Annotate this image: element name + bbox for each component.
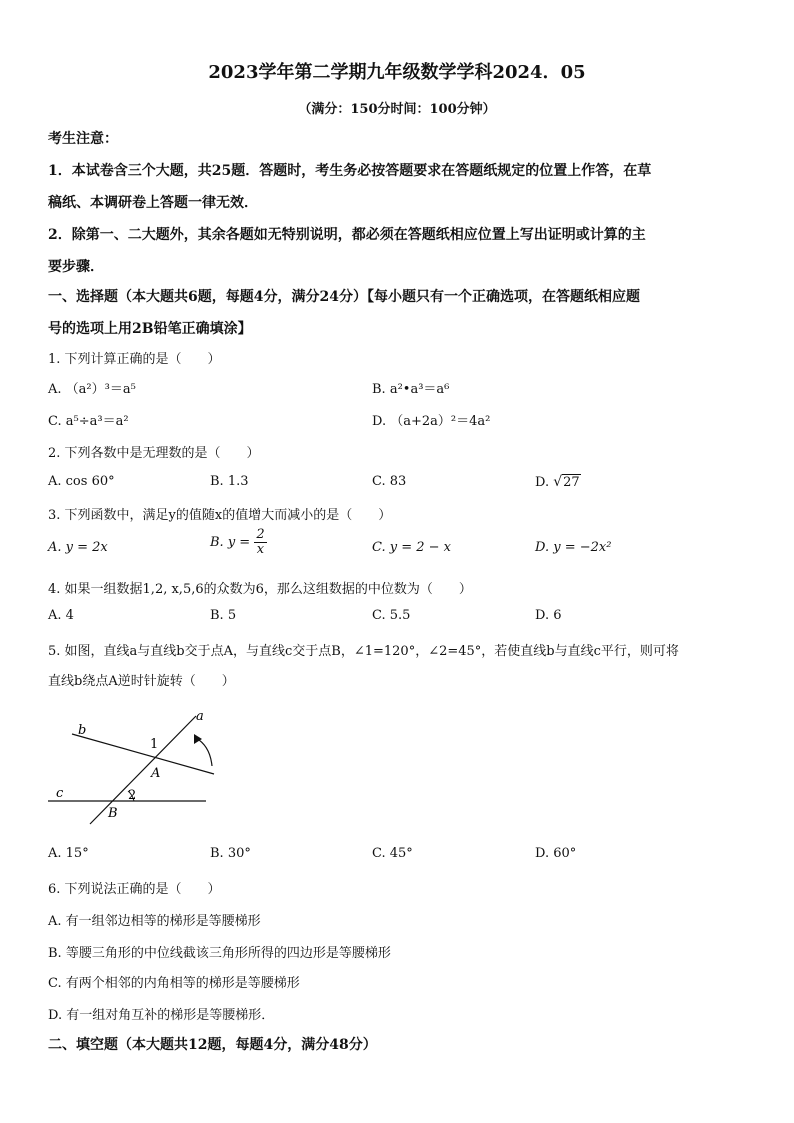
notice-item1-line2: 稿纸、本调研卷上答题一律无效． bbox=[48, 195, 258, 211]
line-b bbox=[72, 734, 214, 774]
arrowhead-icon bbox=[194, 734, 202, 744]
q4-option-d: D. 6 bbox=[535, 608, 562, 623]
section1-heading-line2: 号的选项上用2B铅笔正确填涂】 bbox=[48, 321, 252, 337]
label-b: b bbox=[78, 723, 87, 738]
q5-option-d: D. 60° bbox=[535, 846, 577, 861]
q1-option-c: C. a⁵÷a³＝a² bbox=[48, 414, 129, 429]
q6-stem: 6. 下列说法正确的是（ ） bbox=[48, 882, 221, 897]
q3-option-d: D. y = −2x² bbox=[535, 540, 612, 555]
q3-option-c: C. y = 2 − x bbox=[372, 540, 452, 555]
q5-figure bbox=[44, 704, 234, 832]
q4-option-c: C. 5.5 bbox=[372, 608, 411, 623]
rotation-arrow-icon bbox=[196, 738, 212, 766]
q3-option-b-denominator: x bbox=[256, 542, 265, 557]
notice-item2-line1: 2．除第一、二大题外，其余各题如无特别说明，都必须在答题纸相应位置上写出证明或计算的主 bbox=[48, 227, 646, 243]
q5-option-b: B. 30° bbox=[210, 846, 251, 861]
q1-option-d: D. （a+2a）²＝4a² bbox=[372, 414, 491, 429]
q3-option-b bbox=[210, 528, 267, 557]
q2-option-a: A. cos 60° bbox=[48, 474, 115, 489]
q2-stem: 2. 下列各数中是无理数的是（ ） bbox=[48, 446, 260, 461]
q6-option-b: B. 等腰三角形的中位线截该三角形所得的四边形是等腰梯形 bbox=[48, 946, 391, 961]
q3-option-b-prefix: B. y = bbox=[210, 535, 255, 550]
line-a bbox=[90, 716, 196, 824]
q1-option-a: A. （a²）³＝a⁵ bbox=[48, 382, 136, 397]
label-angle-1: 1 bbox=[150, 737, 159, 752]
q4-option-a: A. 4 bbox=[48, 608, 74, 623]
q5-stem-line1: 5. 如图，直线a与直线b交于点A，与直线c交于点B，∠1=120°，∠2=45°，若使直线b与直线c平行，则可将 bbox=[48, 644, 679, 659]
q2-option-b: B. 1.3 bbox=[210, 474, 249, 489]
label-angle-2: 2 bbox=[128, 788, 137, 803]
q4-stem: 4. 如果一组数据1,2, x,5,6的众数为6，那么这组数据的中位数为（ ） bbox=[48, 582, 472, 597]
sqrt-icon: √ bbox=[553, 474, 563, 490]
q2-option-d bbox=[535, 474, 581, 490]
notice-item2-line2: 要步骤． bbox=[48, 259, 104, 275]
q5-stem-line2: 直线b绕点A逆时针旋转（ ） bbox=[48, 674, 235, 689]
q2-option-c: C. 83 bbox=[372, 474, 407, 489]
q5-option-c: C. 45° bbox=[372, 846, 413, 861]
q2-option-d-prefix: D. bbox=[535, 475, 554, 490]
q6-option-c: C. 有两个相邻的内角相等的梯形是等腰梯形 bbox=[48, 976, 300, 991]
q4-option-b: B. 5 bbox=[210, 608, 237, 623]
notice-item1-line1: 1．本试卷含三个大题，共25题．答题时，考生务必按答题要求在答题纸规定的位置上作答，在草 bbox=[48, 163, 652, 179]
q3-option-b-fraction bbox=[254, 528, 266, 557]
page-title: 2023学年第二学期九年级数学学科2024．05 bbox=[208, 62, 586, 83]
q3-option-a: A. y = 2x bbox=[48, 540, 108, 555]
q3-stem: 3. 下列函数中，满足y的值随x的值增大而减小的是（ ） bbox=[48, 508, 392, 523]
page-subtitle: （满分：150分时间：100分钟） bbox=[298, 102, 496, 117]
label-B: B bbox=[108, 806, 118, 821]
q5-option-a: A. 15° bbox=[48, 846, 89, 861]
section1-heading-line1: 一、选择题（本大题共6题，每题4分，满分24分）【每小题只有一个正确选项，在答题纸相应题 bbox=[48, 289, 640, 305]
q6-option-d: D. 有一组对角互补的梯形是等腰梯形． bbox=[48, 1008, 275, 1023]
q6-option-a: A. 有一组邻边相等的梯形是等腰梯形 bbox=[48, 914, 261, 929]
section2-heading: 二、填空题（本大题共12题，每题4分，满分48分） bbox=[48, 1037, 377, 1053]
q1-stem: 1. 下列计算正确的是（ ） bbox=[48, 352, 221, 367]
notice-heading: 考生注意： bbox=[48, 131, 118, 147]
label-A: A bbox=[151, 766, 161, 781]
q3-option-b-numerator: 2 bbox=[256, 527, 265, 542]
label-c: c bbox=[56, 786, 64, 801]
q1-option-b: B. a²•a³＝a⁶ bbox=[372, 382, 450, 397]
q2-option-d-radicand: 27 bbox=[563, 475, 580, 490]
label-a: a bbox=[196, 709, 204, 724]
